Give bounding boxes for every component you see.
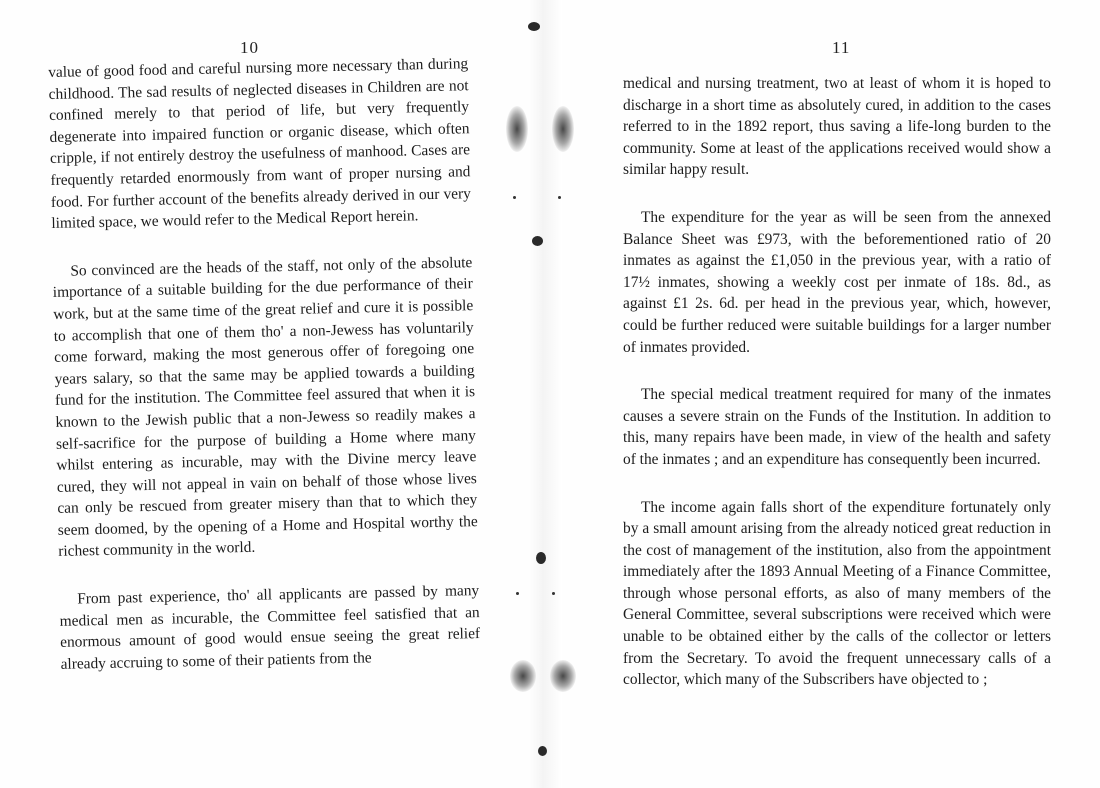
page-number: 11 (832, 38, 851, 57)
paragraph: So convinced are the heads of the staff, not only of the absolute importance of a suitable building for the due performance of their work, but at the same time of the great relief and cure it is possible to accomplish that one of them tho' a non-Jewess has voluntarily come forward, making the most generous offer of foregoing one years salary, so that the same may be applied towards a building fund for the institution. The Committee feel assured that when it is known to the Jewish public that a non-Jewess so readily makes a self-sacrifice for the purpose of building a Home where many whilst entering as incurable, may with the Divine mercy leave cured, they will not appeal in vain on behalf of those whose lives can only be rescued from greater misery than that to which they seem doomed, by the opening of a Home and Hospital worthy the richest community in the world. (52, 253, 478, 561)
ink-dot (552, 592, 555, 595)
ink-blot (538, 746, 547, 756)
ink-blot (536, 552, 546, 564)
paragraph: The expenditure for the year as will be seen from the annexed Balance Sheet was £973, with the beforementioned ratio of 20 inmates as against the £1,050 in the previous year, with a ratio of 17½ inmates, showing a weekly cost per inmate of 18s. 8d., as against £1 2s. 6d. per head in the previous year, which, however, could be further reduced were suitable buildings for a larger number of inmates provided. (623, 208, 1051, 356)
left-page (0, 0, 530, 788)
paragraph: From past experience, tho' all applicants are passed by many medical men as incurable, the Committee feel satisfied that an enormous amount of good would ensue seeing the great relief already accruing to some of their patients from the (59, 582, 481, 673)
paragraph: The income again falls short of the expenditure fortunately only by a small amount arising from the already noticed great reduction in the cost of management of the institution, also from the appointment immediately after the 1893 Annual Meeting of a Finance Committee, through whose personal efforts, as also of many members of the General Committee, several subscriptions were received which were unable to be obtained either by the calls of the collector or letters from the Secretary. To avoid the frequent unnecessary calls of a collector, which many of the Subscribers have objected to ; (623, 498, 1051, 689)
paragraph: medical and nursing treatment, two at least of whom it is hoped to discharge in a short time as absolutely cured, in addition to the cases referred to in the 1892 report, thus saving a life-long burden to the community. Some at least of the applications received would show a similar happy result. (623, 75, 1051, 179)
left-page-text (48, 53, 481, 701)
paragraph: value of good food and careful nursing more necessary than during childhood. The sad results of neglected diseases in Children are not confined merely to that period of life, but very frequently degenerate into impaired function or organic disease, which often cripple, if not entirely destroy the usefulness of manhood. Cases are frequently retarded enormously from want of proper nursing and food. For further account of the benefits already derived in our very limited space, we would refer to the Medical Report herein. (48, 55, 472, 233)
paragraph: The special medical treatment required for many of the inmates causes a severe strain on the Funds of the Institution. In addition to this, many repairs have been made, in view of the health and safety of the inmates ; and an expenditure has consequently been incurred. (623, 386, 1051, 468)
right-page-text (623, 73, 1051, 717)
page-number: 10 (240, 38, 259, 57)
right-page (560, 0, 1100, 788)
ink-blot (532, 236, 543, 246)
